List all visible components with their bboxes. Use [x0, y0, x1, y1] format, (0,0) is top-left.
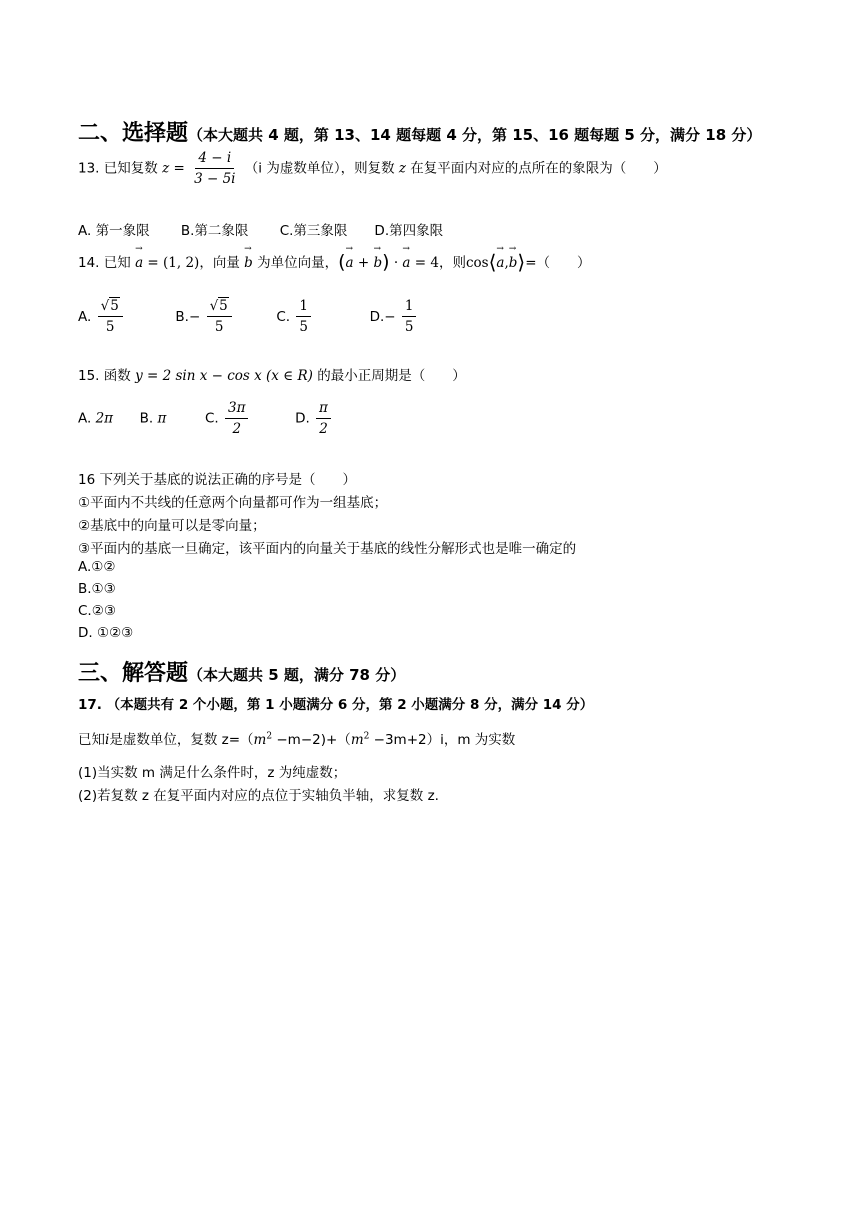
q14-opt-b-den: 5: [214, 319, 224, 335]
section-3-title: 三、解答题: [78, 661, 189, 686]
q17-stem-i: i: [105, 732, 110, 748]
q14-cos-b: → b: [509, 255, 518, 271]
q14-opt-d: [369, 298, 419, 335]
q14-opt-d-label: D.: [369, 308, 385, 325]
q15-opt-c-label: C.: [204, 410, 219, 427]
q14-opt-a-den: 5: [105, 319, 115, 335]
q17-stem-b: 是虚数单位，复数 z=（: [109, 732, 254, 748]
q14-eq-a2: → a: [402, 255, 410, 271]
q14-opt-d-den: 5: [404, 319, 414, 335]
question-14: [78, 250, 591, 274]
q14-opt-a-label: A.: [78, 308, 92, 325]
q14-then: ，则: [438, 255, 466, 271]
q14-opt-d-num: 1: [402, 298, 417, 317]
q16-option-d: D. ①②③: [78, 625, 134, 641]
q15-opt-c-frac: [225, 400, 248, 437]
q14-opt-c-num: 1: [296, 298, 311, 317]
q14-opt-b-radicand: 5: [219, 298, 228, 314]
q15-number: 15. 函数: [78, 368, 131, 384]
q14-comma: ,: [504, 255, 509, 271]
q16-statement-3: ③平面内的基底一旦确定，该平面内的向量关于基底的线性分解形式也是唯一确定的: [78, 541, 577, 557]
q14-cos: cos: [465, 255, 489, 271]
q17-stem-a: 已知: [78, 732, 105, 748]
q14-number: 14. 已知: [78, 255, 131, 271]
q14-eq-a1: → a: [346, 255, 354, 271]
q17-stem: [78, 728, 515, 748]
q14-opt-c-frac: [296, 298, 311, 335]
q17-m2: m: [350, 732, 364, 748]
q14-opt-b: [175, 298, 238, 335]
q13-number: 13. 已知复数: [78, 160, 158, 177]
q14-opt-d-sign: −: [384, 308, 396, 325]
q15-opt-d-den: 2: [319, 421, 328, 437]
q15-opt-d-num: π: [316, 400, 331, 419]
q15-opt-b-label: B.: [139, 410, 154, 427]
q16-stem: 16 下列关于基底的说法正确的序号是（ ）: [78, 472, 356, 488]
q17-sup2: 2: [363, 731, 370, 742]
q13-rest-a: （i 为虚数单位），则复数: [244, 160, 395, 177]
q15-opt-d-frac: [316, 400, 331, 437]
question-13: [78, 150, 667, 187]
q17-part-1: (1)当实数 m 满足什么条件时，z 为纯虚数；: [78, 765, 347, 781]
q14-opt-c-label: C.: [276, 308, 291, 325]
q13-frac-num: 4 − i: [195, 150, 234, 169]
q14-a-value: = (1, 2): [143, 255, 200, 271]
q13-eq: =: [169, 160, 190, 177]
q15-opt-a-label: A.: [78, 410, 92, 427]
q17-stem-d: −3m+2）i，m 为实数: [369, 732, 516, 748]
q15-options: [78, 400, 333, 437]
q15-tail: 的最小正周期是（ ）: [312, 368, 466, 384]
q14-opt-a-frac: $\frac{√5}{5}$: [98, 298, 123, 335]
q14-unit: 为单位向量，: [257, 255, 339, 271]
q15-opt-a-value: 2π: [95, 410, 114, 427]
q14-angle-right: ⟩: [517, 250, 526, 274]
q16-statement-2: ②基底中的向量可以是零向量；: [78, 518, 266, 534]
q14-opt-a-radicand: 5: [110, 298, 119, 314]
section-2-heading: [78, 116, 761, 147]
q13-fraction: [191, 150, 238, 187]
q14-opt-b-sign: −: [188, 308, 201, 325]
q17-m1: m: [253, 732, 267, 748]
q16-option-a: A.①②: [78, 559, 116, 575]
q13-frac-den: 3 − 5i: [194, 171, 236, 187]
q13-options: A. 第一象限 B.第二象限 C.第三象限 D.第四象限: [78, 223, 444, 239]
q15-expression: y = 2 sin x − cos x (x ∈ R): [135, 368, 313, 384]
q14-opt-b-frac: $\frac{√5}{5}$: [207, 298, 232, 335]
q14-mid: ，向量: [199, 255, 240, 271]
q16-statement-1: ①平面内不共线的任意两个向量都可作为一组基底；: [78, 495, 388, 511]
q17-header: 17. （本题共有 2 个小题，第 1 小题满分 6 分，第 2 小题满分 8 分，满分 14 分）: [78, 697, 594, 713]
q17-sup1: 2: [266, 731, 273, 742]
q13-rest-z: z: [394, 160, 411, 177]
q17-stem-c: −m−2)+（: [272, 732, 351, 748]
q15-opt-c-num: 3π: [225, 400, 248, 419]
section-2-note: （本大题共 4 题，第 13、14 题每题 4 分，第 15、16 题每题 5 分，满分 18 分）: [188, 126, 762, 144]
q14-opt-c: [276, 298, 317, 335]
q15-opt-c-den: 2: [232, 421, 242, 437]
question-15: [78, 364, 466, 384]
q14-opt-c-den: 5: [299, 319, 308, 335]
q15-opt-d-label: D.: [295, 410, 310, 427]
q14-b-vector: → b: [244, 255, 253, 271]
q14-a-vector: → a: [135, 255, 143, 271]
q13-z: z: [162, 160, 170, 177]
q14-eq-dot: ·: [389, 255, 403, 271]
q17-part-2: (2)若复数 z 在复平面内对应的点位于实轴负半轴，求复数 z.: [78, 788, 439, 804]
q14-cos-a: → a: [496, 255, 504, 271]
q15-opt-b-value: π: [157, 410, 167, 427]
section-3-heading: [78, 656, 405, 687]
q14-options: [78, 298, 418, 335]
q14-angle-left: ⟨: [488, 250, 497, 274]
q14-opt-b-label: B.: [175, 308, 189, 325]
q13-rest-b: 在复平面内对应的点所在的象限为（ ）: [410, 160, 667, 177]
q14-opt-a: [78, 298, 129, 335]
q14-eq-lparen: (: [338, 251, 346, 273]
q14-eq-b: → b: [373, 255, 382, 271]
section-3-note: （本大题共 5 题，满分 78 分）: [188, 666, 406, 684]
q16-option-c: C.②③: [78, 603, 116, 619]
q14-eq-plus: +: [353, 255, 374, 271]
section-2-title: 二、选择题: [78, 121, 189, 146]
q14-eq-rparen: ): [382, 251, 390, 273]
q14-opt-d-frac: [402, 298, 417, 335]
q14-eq-value: = 4: [410, 255, 439, 271]
q14-tail: =（ ）: [525, 255, 591, 271]
q16-option-b: B.①③: [78, 581, 116, 597]
